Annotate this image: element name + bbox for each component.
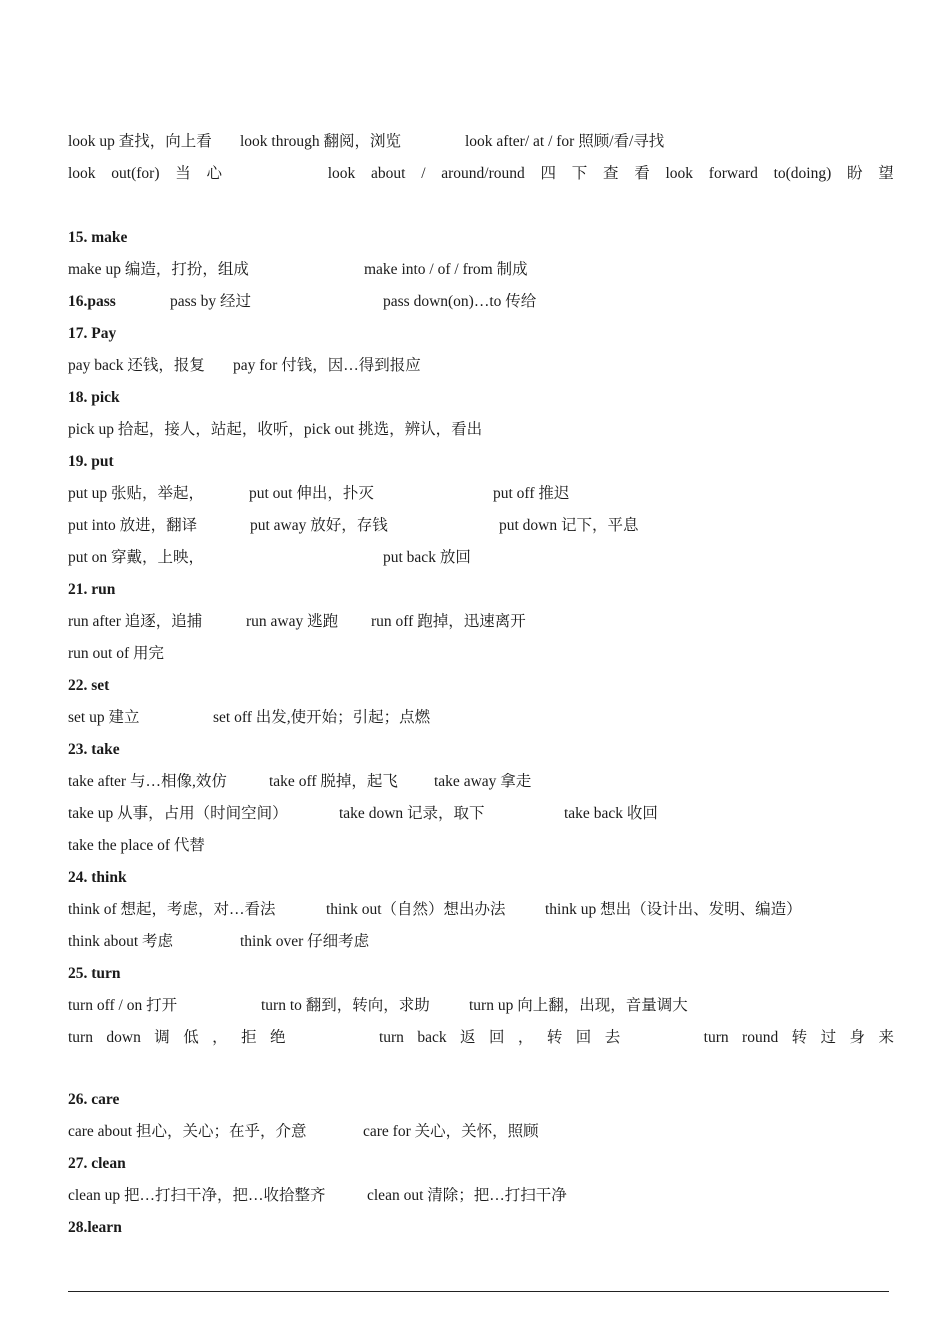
word: turn xyxy=(703,1029,729,1046)
phrase-put-off: put off 推迟 xyxy=(493,485,570,502)
phrase-care-for: care for 关心，关怀，照顾 xyxy=(363,1123,539,1140)
word: / xyxy=(421,165,426,182)
phrase-make-up: make up 编造，打扮，组成 xyxy=(68,261,249,278)
phrase-look-up: look up 查找，向上看 xyxy=(68,133,212,150)
section-heading-put: 19. put xyxy=(68,453,114,470)
phrase-turn-off-on: turn off / on 打开 xyxy=(68,997,178,1014)
section-heading-pass: 16.pass xyxy=(68,293,116,310)
phrase-turn-up: turn up 向上翻，出现，音量调大 xyxy=(469,997,688,1014)
phrase-set-up: set up 建立 xyxy=(68,709,140,726)
word: 查 xyxy=(603,165,619,182)
word: turn xyxy=(378,1029,404,1046)
word: forward xyxy=(708,165,758,182)
phrase-think-over: think over 仔细考虑 xyxy=(240,933,370,950)
section-heading-think: 24. think xyxy=(68,869,127,886)
word: look xyxy=(327,165,356,182)
phrase-think-up: think up 想出（设计出、发明、编造） xyxy=(545,901,802,918)
word: 返 xyxy=(460,1029,476,1046)
word: 四 xyxy=(540,165,557,182)
section-heading-pay: 17. Pay xyxy=(68,325,117,342)
word: around/round xyxy=(441,165,525,182)
phrase-put-up: put up 张贴，举起， xyxy=(68,485,205,502)
footer-rule xyxy=(68,1291,889,1292)
phrase-think-out: think out（自然）想出办法 xyxy=(326,901,506,918)
word: 来 xyxy=(878,1029,894,1046)
word: 下 xyxy=(571,165,588,182)
word: look xyxy=(665,165,694,182)
word: 看 xyxy=(634,165,650,182)
section-heading-pick: 18. pick xyxy=(68,389,120,406)
phrase-put-into: put into 放进，翻译 xyxy=(68,517,198,534)
phrase-care-about: care about 担心，关心；在乎，介意 xyxy=(68,1123,307,1140)
word: to(doing) xyxy=(773,165,832,182)
phrase-take-away: take away 拿走 xyxy=(434,773,532,790)
text-line-pick: pick up 拾起，接人，站起，收听，pick out 挑选，辨认，看出 xyxy=(68,421,483,438)
phrase-look-after: look after/ at / for 照顾/看/寻找 xyxy=(465,133,665,150)
phrase-put-back: put back 放回 xyxy=(383,549,471,566)
text-line-turn-2 xyxy=(68,1027,894,1049)
text-line-take-3: take the place of 代替 xyxy=(68,837,205,854)
word: down xyxy=(106,1029,141,1046)
phrase-put-out: put out 伸出，扑灭 xyxy=(249,485,374,502)
word: ， xyxy=(212,1029,228,1046)
word: about xyxy=(371,165,406,182)
phrase-pass-by: pass by 经过 xyxy=(170,293,251,310)
word: 转 xyxy=(791,1029,808,1046)
word: 调 xyxy=(154,1029,170,1046)
word: 过 xyxy=(820,1029,837,1046)
phrase-take-after: take after 与…相像,效仿 xyxy=(68,773,227,790)
phrase-take-back: take back 收回 xyxy=(564,805,658,822)
word: 回 xyxy=(575,1029,592,1046)
section-heading-set: 22. set xyxy=(68,677,110,694)
word: look xyxy=(68,165,96,182)
phrase-make-into: make into / of / from 制成 xyxy=(364,261,528,278)
phrase-set-off: set off 出发,使开始；引起；点燃 xyxy=(213,709,431,726)
phrase-pay-back: pay back 还钱，报复 xyxy=(68,357,205,374)
phrase-put-away: put away 放好，存钱 xyxy=(250,517,388,534)
phrase-take-down: take down 记录，取下 xyxy=(339,805,485,822)
word: out(for) xyxy=(111,165,160,182)
phrase-pay-for: pay for 付钱，因…得到报应 xyxy=(233,357,421,374)
word: round xyxy=(742,1029,779,1046)
word: 望 xyxy=(878,165,894,182)
word: turn xyxy=(68,1029,93,1046)
section-heading-make: 15. make xyxy=(68,229,128,246)
word: ， xyxy=(517,1029,534,1046)
phrase-clean-out: clean out 清除；把…打扫干净 xyxy=(367,1187,567,1204)
word: 拒 xyxy=(241,1029,257,1046)
phrase-put-on: put on 穿戴，上映， xyxy=(68,549,205,566)
phrase-look-through: look through 翻阅，浏览 xyxy=(240,133,402,150)
phrase-turn-to: turn to 翻到，转向，求助 xyxy=(261,997,430,1014)
phrase-run-after: run after 追逐，追捕 xyxy=(68,613,203,630)
phrase-pass-down: pass down(on)…to 传给 xyxy=(383,293,537,310)
section-heading-turn: 25. turn xyxy=(68,965,121,982)
phrase-think-of: think of 想起，考虑，对…看法 xyxy=(68,901,276,918)
word: 当 xyxy=(175,165,191,182)
word: 身 xyxy=(849,1029,866,1046)
text-line-run-2: run out of 用完 xyxy=(68,645,165,662)
phrase-clean-up: clean up 把…打扫干净，把…收拾整齐 xyxy=(68,1187,326,1204)
text-line-look-2 xyxy=(68,163,894,185)
word: 回 xyxy=(488,1029,505,1046)
phrase-put-down: put down 记下，平息 xyxy=(499,517,639,534)
phrase-run-away: run away 逃跑 xyxy=(246,613,339,630)
phrase-take-off: take off 脱掉，起飞 xyxy=(269,773,398,790)
word: 低 xyxy=(183,1029,199,1046)
word: 去 xyxy=(604,1029,621,1046)
section-heading-run: 21. run xyxy=(68,581,116,598)
section-heading-learn: 28.learn xyxy=(68,1219,122,1236)
word: back xyxy=(417,1029,447,1046)
word: 心 xyxy=(206,165,222,182)
section-heading-care: 26. care xyxy=(68,1091,120,1108)
phrase-think-about: think about 考虑 xyxy=(68,933,174,950)
phrase-run-off: run off 跑掉，迅速离开 xyxy=(371,613,526,630)
phrase-take-up: take up 从事，占用（时间空间） xyxy=(68,805,288,822)
section-heading-clean: 27. clean xyxy=(68,1155,126,1172)
word: 绝 xyxy=(270,1029,286,1046)
word: 盼 xyxy=(847,165,863,182)
section-heading-take: 23. take xyxy=(68,741,120,758)
word: 转 xyxy=(546,1029,563,1046)
